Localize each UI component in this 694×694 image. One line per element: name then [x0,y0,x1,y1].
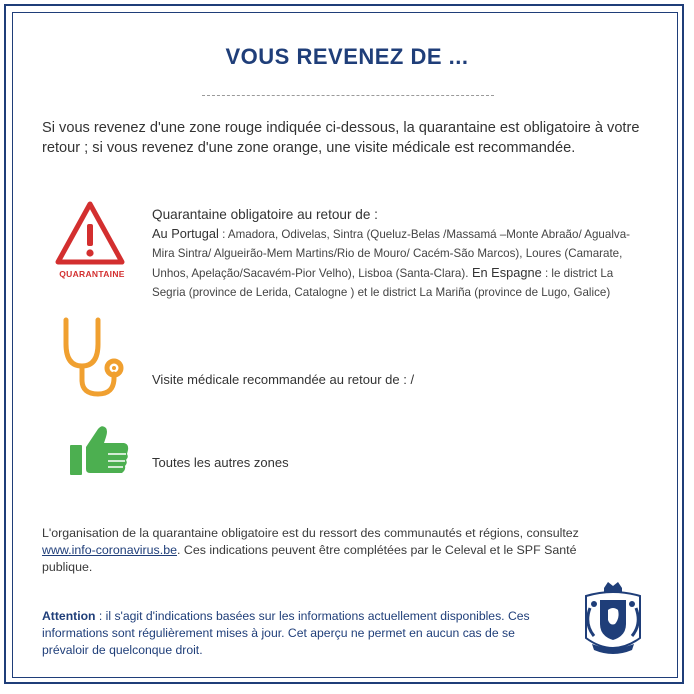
medical-visit-text: Visite médicale recommandée au retour de : / [152,372,415,387]
attention-label: Attention [42,609,96,623]
attention-text: : il s'agit d'indications basées sur les informations actuellement disponibles. Ces informations sont régulièrement mises à jour. Cet aperçu ne permet en aucun cas de se prévaloir de quelconque droit. [42,609,530,657]
dashed-divider [202,95,494,96]
espagne-lead: En Espagne [468,265,542,280]
quarantine-block [152,206,642,302]
info-coronavirus-link[interactable]: www.info-coronavirus.be [42,543,177,557]
quarantine-icon-label: QUARANTAINE [59,269,125,279]
attention-note [42,608,562,659]
portugal-zones: : Amadora, Odivelas, Sintra (Queluz-Belas /Massamá –Monte Abraão/ Agualva-Mira Sintra/ Algueirão-Mem Martins/Rio de Mouro/ Cacém-São Marcos), Loures (Camarate, Unhos, Apelação/Sacavém-Pior Velho), Lisboa (Santa-Clara). [152,228,631,280]
portugal-lead: Au Portugal [152,226,219,241]
stethoscope-icon [56,316,128,400]
espagne-zones: : le district La Segria (province de Lerida, Catalogne ) et le district La Mariña (province de Lugo, Galice) [152,267,614,299]
intro-text: Si vous revenez d'une zone rouge indiquée ci-dessous, la quarantaine est obligatoire à votre retour ; si vous revenez d'une zone orange, une visite médicale est recommandée. [42,120,640,156]
warning-triangle-icon [54,200,126,270]
organisation-after: . Ces indications peuvent être complétées par le Celeval et le SPF Santé publique. [42,543,577,574]
thumbs-up-icon [68,423,130,477]
belgian-coat-of-arms-icon [580,578,646,662]
page-title: VOUS REVENEZ DE ... [225,44,469,69]
organisation-text [42,525,582,576]
quarantine-heading: Quarantaine obligatoire au retour de : [152,207,378,222]
other-zones-text: Toutes les autres zones [152,455,289,470]
quarantine-zones [152,224,642,302]
organisation-before: L'organisation de la quarantaine obligatoire est du ressort des communautés et régions, consultez [42,526,579,540]
